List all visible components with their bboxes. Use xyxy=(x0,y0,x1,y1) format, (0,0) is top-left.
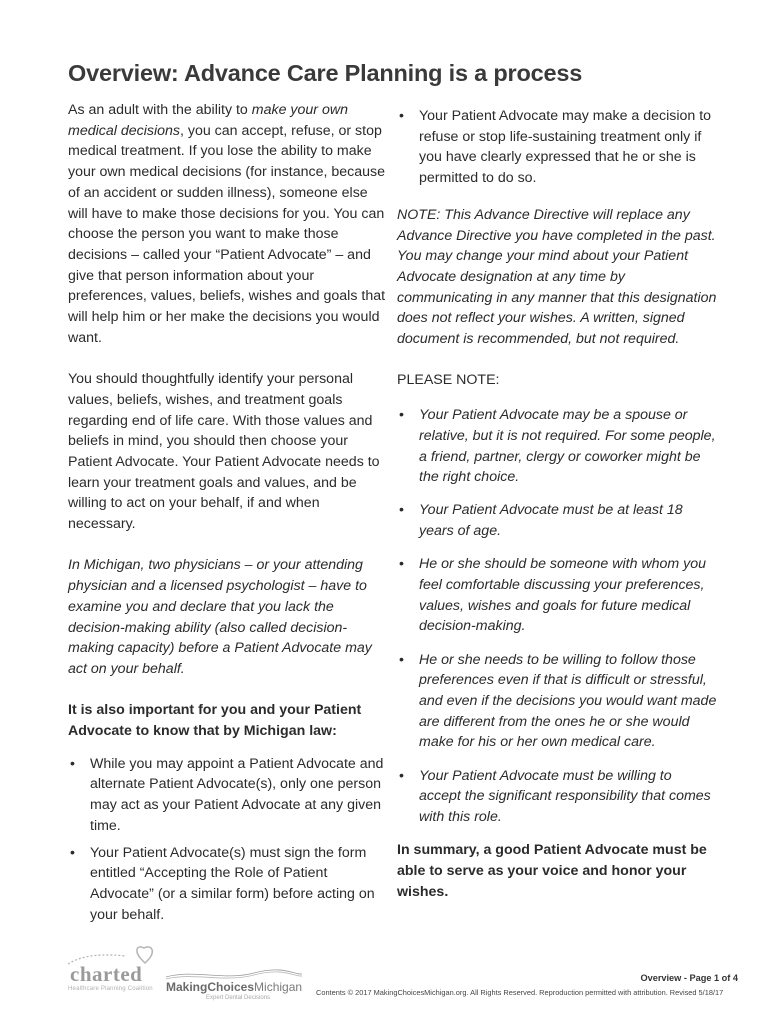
bullet-icon: • xyxy=(399,556,404,573)
mcm-logo-text: MakingChoicesMichigan xyxy=(166,980,303,994)
law-bullet-item: • Your Patient Advocate(s) must sign the form entitled “Accepting the Role of Patient Advocate” (or a similar form) before acting on your behalf. xyxy=(70,844,375,923)
left-column xyxy=(68,100,386,938)
copyright-text: Contents © 2017 MakingChoicesMichigan.org. All Rights Reserved. Reproduction permitted with attribution. Revised 5/18/17 xyxy=(316,988,724,997)
bullet-icon: • xyxy=(399,502,404,519)
intro-paragraph xyxy=(68,100,386,348)
charted-logo xyxy=(64,940,159,1002)
note-paragraph: NOTE: This Advance Directive will replace any Advance Directive you have completed in the past. You may change your mind about your Patient Advocate designation at any time by communicating in any manner that this designation does not reflect your wishes. A written, signed document is recommended, but not required. xyxy=(397,206,717,348)
law-bullet-list xyxy=(68,754,386,926)
bullet-icon: • xyxy=(399,108,404,124)
please-note-bullet-item: • He or she needs to be willing to follow those preferences even if that is difficult or stressful, and even if the decisions you would want made are different from the ones he or she would make for his or her own medical care. xyxy=(399,651,717,751)
intro-text-a: As an adult with the ability to xyxy=(68,102,252,118)
footer-logos xyxy=(64,940,314,1010)
please-note-bullet-item: • Your Patient Advocate may be a spouse or relative, but it is not required. For some people, a friend, partner, clergy or coworker might be the right choice. xyxy=(399,407,716,486)
intro-text-emphasis: make your own medical decisions xyxy=(68,102,348,139)
page-number: Overview - Page 1 of 4 xyxy=(640,973,738,983)
values-paragraph: You should thoughtfully identify your personal values, beliefs, wishes, and treatment goals regarding end of life care. With those values and beliefs in mind, you should then choose your Patient Advocate. Your Patient Advocate needs to learn your treatment goals and values, and be willing to act on your behalf, if and when necessary. xyxy=(68,371,380,533)
michigan-physicians-paragraph: In Michigan, two physicians – or your attending physician and a licensed psychologist – have to examine you and declare that you lack the decision-making ability (also called decision-making capacity) before a Patient Advocate may act on your behalf. xyxy=(68,557,372,677)
please-note-bullet-item: • He or she should be someone with whom you feel comfortable discussing your preferences, values, wishes and goals for future medical decision-making. xyxy=(399,556,707,635)
right-top-bullet-item: • Your Patient Advocate may make a decision to refuse or stop life-sustaining treatment only if you have clearly expressed that he or she is permitted to do so. xyxy=(399,108,712,187)
bullet-icon: • xyxy=(399,651,404,668)
bullet-icon: • xyxy=(399,407,404,424)
charted-logo-text: charted xyxy=(70,962,143,986)
please-note-bullet-item: • Your Patient Advocate must be willing to accept the significant responsibility that comes with this role. xyxy=(399,767,711,826)
please-note-bullet-item: • Your Patient Advocate must be at least 18 years of age. xyxy=(399,502,683,540)
mcm-logo-subtitle: Expert Dental Decisions xyxy=(206,995,271,1001)
summary-paragraph: In summary, a good Patient Advocate must be able to serve as your voice and honor your wishes. xyxy=(397,842,707,900)
please-note-bullet-list xyxy=(397,405,717,828)
bullet-icon: • xyxy=(70,755,75,772)
right-top-bullet-list xyxy=(397,106,717,189)
charted-logo-subtitle: Healthcare Planning Coalition xyxy=(68,986,153,992)
please-note-heading: PLEASE NOTE: xyxy=(397,372,500,389)
bullet-icon: • xyxy=(399,767,404,784)
right-column xyxy=(397,106,717,902)
intro-text-c: , you can accept, refuse, or stop medical treatment. If you lose the ability to make your own medical decisions (for instance, because of an accident or sudden illness), someone else will have to make those decisions for you. You can choose the person you want to make those decisions – called your “Patient Advocate” – and give that person information about your preferences, values, beliefs, wishes and goals that will help him or her make the decisions you would want. xyxy=(68,122,386,346)
page-title: Overview: Advance Care Planning is a process xyxy=(68,60,583,86)
law-bullet-item: • While you may appoint a Patient Advocate and alternate Patient Advocate(s), only one person may act as your Patient Advocate at any given time. xyxy=(70,755,384,834)
bullet-icon: • xyxy=(70,844,75,861)
making-choices-michigan-logo xyxy=(164,968,309,1002)
law-heading: It is also important for you and your Patient Advocate to know that by Michigan law: xyxy=(68,702,362,740)
